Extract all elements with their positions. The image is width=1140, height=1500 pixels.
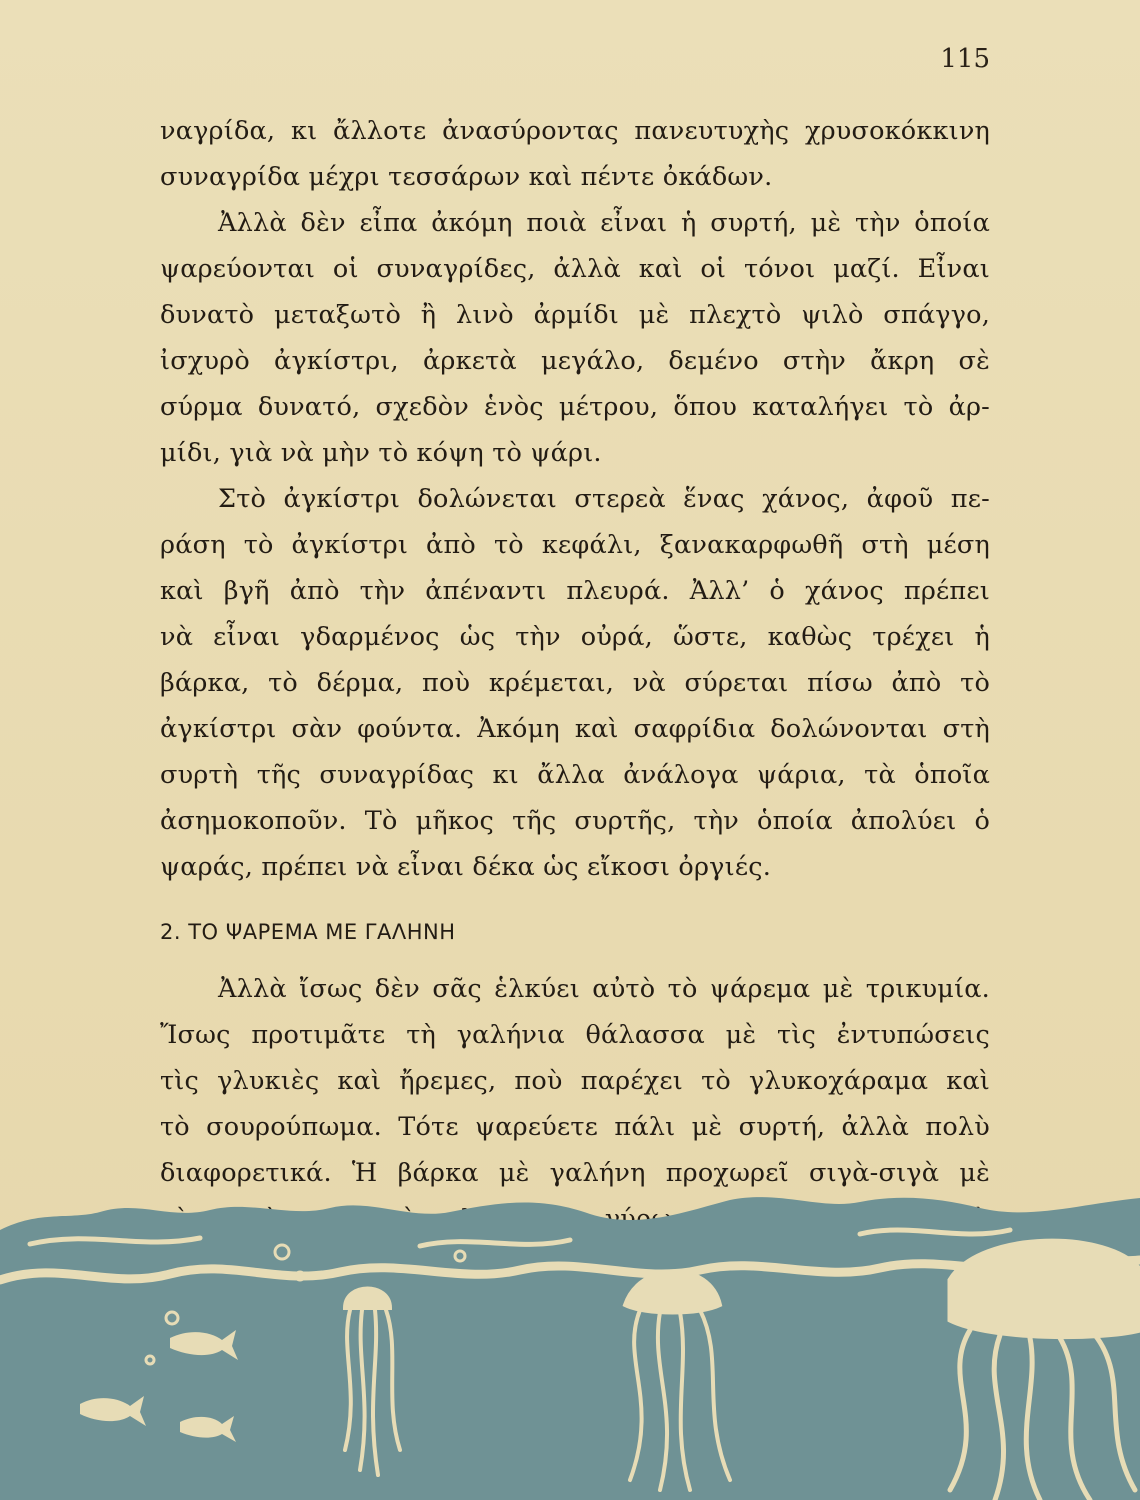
text-line: ἰσχυρὸ ἀγκίστρι, ἀρκετὰ μεγάλο, δεμένο στὴν ἄκρη σὲ <box>160 346 990 376</box>
text-line: τὶς γλυκιὲς καὶ ἤρεμες, ποὺ παρέχει τὸ γλυκοχάραμα καὶ <box>160 1066 990 1096</box>
text-line: διαφορετικά. Ἡ βάρκα μὲ γαλήνη προχωρεῖ σιγὰ-σιγὰ μὲ <box>160 1158 990 1188</box>
text-line: συρτὴ τῆς συναγρίδας κι ἄλλα ἀνάλογα ψάρια, τὰ ὁποῖα <box>160 760 990 790</box>
text-line: ράση τὸ ἀγκίστρι ἀπὸ τὸ κεφάλι, ξανακαρφωθῆ στὴ μέση <box>160 530 990 560</box>
text-line: σύρμα δυνατό, σχεδὸν ἑνὸς μέτρου, ὅπου καταλήγει τὸ ἀρ- <box>160 392 990 422</box>
text-line: ναγρίδα, κι ἄλλοτε ἀνασύροντας πανευτυχὴς χρυσοκόκκινη <box>160 116 990 146</box>
text-line: ἀγκίστρι σὰν φούντα. Ἀκόμη καὶ σαφρίδια δολώνονται στὴ <box>160 714 990 744</box>
text-line: τὸ σουρούπωμα. Τότε ψαρεύετε πάλι μὲ συρτή, ἀλλὰ πολὺ <box>160 1112 990 1142</box>
text-line: Ἀλλὰ δὲν εἶπα ἀκόμη ποιὰ εἶναι ἡ συρτή, μὲ τὴν ὁποία <box>218 208 990 238</box>
text-line: Ἴσως προτιμᾶτε τὴ γαλήνια θάλασσα μὲ τὶς ἐντυπώσεις <box>160 1020 990 1050</box>
text-line: Ἀλλὰ ἴσως δὲν σᾶς ἑλκύει αὐτὸ τὸ ψάρεμα μὲ τρικυμία. <box>218 974 990 1004</box>
sea-jellyfish-illustration <box>0 1190 1140 1500</box>
text-line: ψαρεύονται οἱ συναγρίδες, ἀλλὰ καὶ οἱ τόνοι μαζί. Εἶναι <box>160 254 990 284</box>
paragraph-3 <box>160 476 990 890</box>
text-line: βάρκα, τὸ δέρμα, ποὺ κρέμεται, νὰ σύρεται πίσω ἀπὸ τὸ <box>160 668 990 698</box>
paragraph-1 <box>160 108 990 200</box>
text-line: δυνατὸ μεταξωτὸ ἢ λινὸ ἀρμίδι μὲ πλεχτὸ ψιλὸ σπάγγο, <box>160 300 990 330</box>
text-line: ψαράς, πρέπει νὰ εἶναι δέκα ὡς εἴκοσι ὀργιές. <box>160 852 772 882</box>
body-text <box>160 108 990 1288</box>
text-line: Στὸ ἀγκίστρι δολώνεται στερεὰ ἕνας χάνος, ἀφοῦ πε- <box>218 484 990 514</box>
page-number: 115 <box>940 44 990 74</box>
paragraph-2 <box>160 200 990 476</box>
text-line: συναγρίδα μέχρι τεσσάρων καὶ πέντε ὀκάδων. <box>160 162 773 192</box>
text-line: μίδι, γιὰ νὰ μὴν τὸ κόψη τὸ ψάρι. <box>160 438 602 468</box>
text-line: ἀσημοκοποῦν. Τὸ μῆκος τῆς συρτῆς, τὴν ὁποία ἀπολύει ὁ <box>160 806 990 836</box>
text-line: καὶ βγῆ ἀπὸ τὴν ἀπέναντι πλευρά. Ἀλλ’ ὁ χάνος πρέπει <box>160 576 990 606</box>
text-line: νὰ εἶναι γδαρμένος ὡς τὴν οὐρά, ὥστε, καθὼς τρέχει ἡ <box>160 622 990 652</box>
section-heading: 2. ΤΟ ΨΑΡΕΜΑ ΜΕ ΓΑΛΗΝΗ <box>160 920 456 944</box>
